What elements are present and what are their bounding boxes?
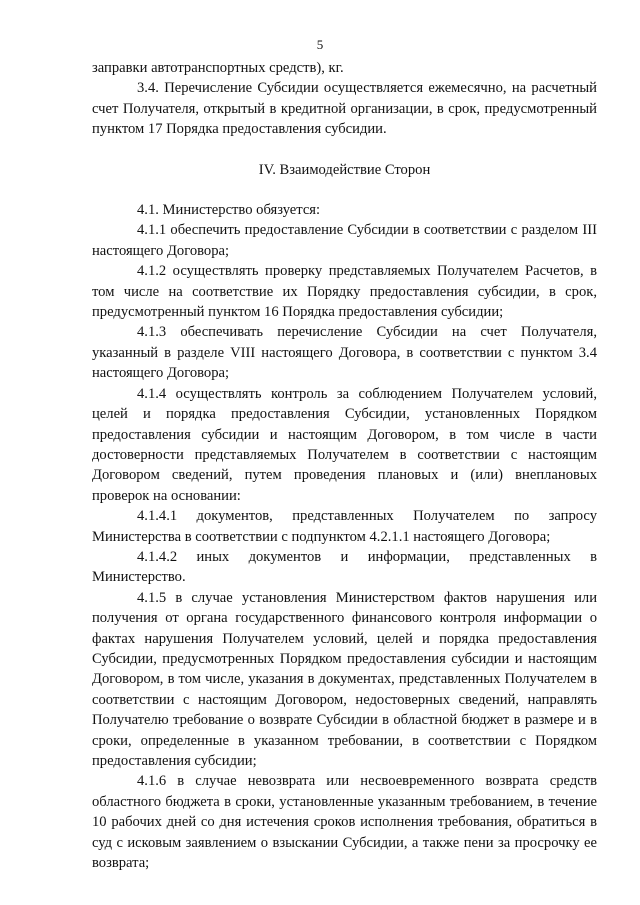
paragraph-4-1-4-1: 4.1.4.1 документов, представленных Получателем по запросу Министерства в соответствии с подпунктом 4.2.1.1 настоящего Договора; — [92, 508, 597, 545]
document-body — [92, 58, 597, 873]
paragraph-4-1-6: 4.1.6 в случае невозврата или несвоевременного возврата средств областного бюджета в сроки, установленные указанным требованием, в течение 10 рабочих дней со дня истечения сроков исполнения требования, обратиться в суд с исковым заявлением о взыскании Субсидии, а также пени за просрочку ее возврата; — [92, 773, 597, 872]
paragraph-4-1-5: 4.1.5 в случае установления Министерством фактов нарушения или получения от органа государственного финансового контроля информации о фактах нарушения Получателем условий, целей и порядка предоставления Субсидии, предусмотренных Порядком предоставления субсидии и настоящим Договором, в том числе, указания в документах, представленных Получателем в соответствии с настоящим Договором, недостоверных сведений, направлять Получателю требование о возврате Субсидии в областной бюджет в размере и в сроки, определенные в указанном требовании, в соответствии с Порядком предоставления субсидии; — [92, 589, 597, 769]
paragraph-4-1: 4.1. Министерство обязуется: — [137, 202, 321, 219]
paragraph-4-1-4-2: 4.1.4.2 иных документов и информации, представленных в Министерство. — [92, 548, 597, 586]
paragraph-4-1-2: 4.1.2 осуществлять проверку представляемых Получателем Расчетов, в том числе на соответствие их Порядку предоставления субсидии, в срок, предусмотренный пунктом 16 Порядка предоставления субсидии; — [92, 263, 597, 321]
paragraph-4-1-3: 4.1.3 обеспечивать перечисление Субсидии на счет Получателя, указанный в разделе VIII настоящего Договора, в соответствии с пунктом 3.4 настоящего Договора; — [92, 324, 597, 382]
paragraph-4-1-4: 4.1.4 осуществлять контроль за соблюдением Получателем условий, целей и порядка предоставления Субсидии, установленных Порядком предоставления субсидии и настоящим Договором, в том числе в части достоверности представляемых Получателем в соответствии с настоящим Договором сведений, путем проведения плановых и (или) внеплановых проверок на основании: — [92, 385, 597, 504]
paragraph-3-3-end: заправки автотранспортных средств), кг. — [92, 60, 344, 76]
paragraph-4-1-1: 4.1.1 обеспечить предоставление Субсидии в соответствии с разделом III настоящего Договора; — [92, 222, 597, 259]
section-heading: IV. Взаимодействие Сторон — [258, 161, 431, 178]
page-number: 5 — [316, 37, 324, 52]
paragraph-3-4: 3.4. Перечисление Субсидии осуществляется ежемесячно, на расчетный счет Получателя, открытый в кредитной организации, в срок, предусмотренный пунктом 17 Порядка предоставления субсидии. — [92, 80, 597, 138]
